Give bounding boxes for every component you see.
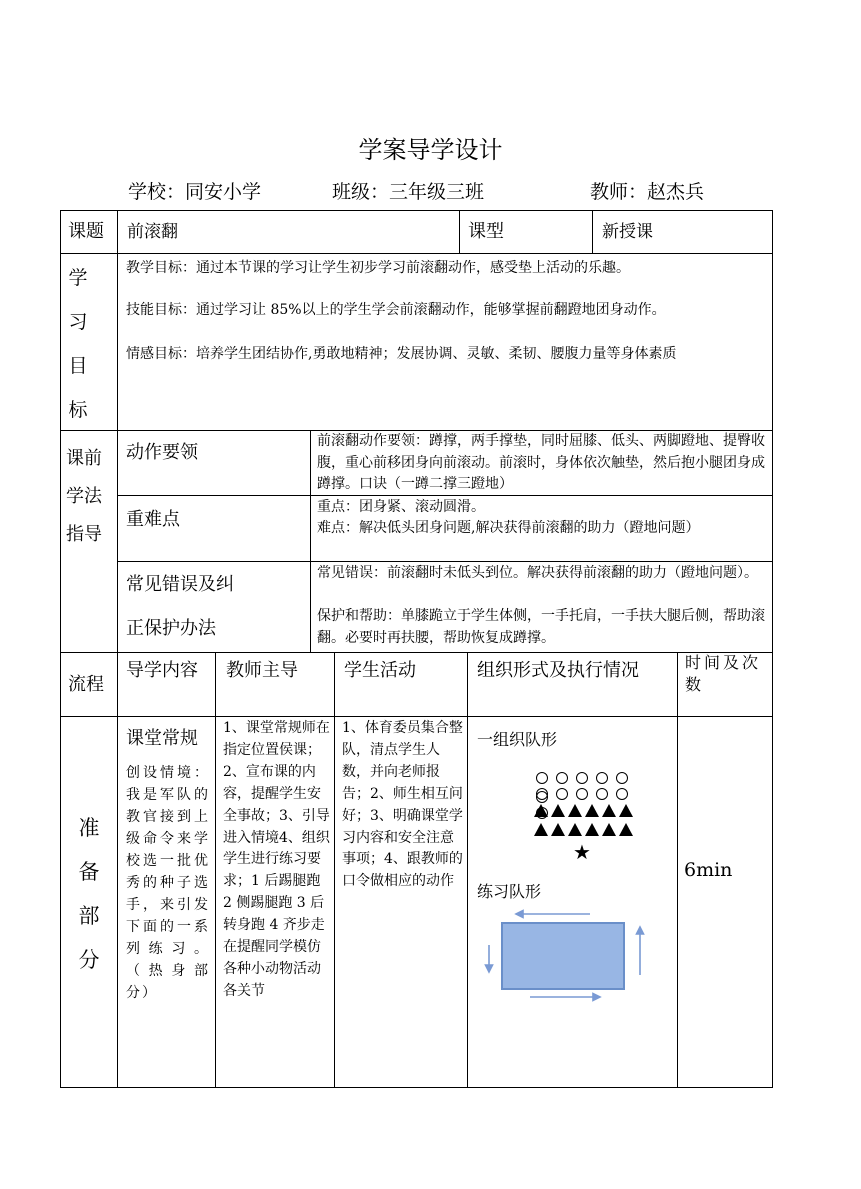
triangle-icon: [619, 804, 633, 817]
difficulty-text: 难点：解决低头团身问题,解决获得前滚翻的助力（蹬地问题）: [317, 520, 700, 536]
page-title: 学案导学设计: [358, 136, 503, 164]
circle-icon: [556, 772, 568, 784]
circle-icon: [576, 788, 588, 800]
teacher-activity: 1、课堂常规师在指定位置侯课；2、宣布课的内容，提醒学生安全事故；3、引导进入情境4、组织学生进行练习要求；1 后踢腿跑 2 侧踢腿跑 3 后转身跑 4 齐步走在提醒同学模仿各种小动物活动各关节: [223, 720, 330, 999]
student-activity: 1、体育委员集合整队，清点学生人数，并向老师报告；2、师生相互问好；3、明确课堂学习内容和安全注意事项；4、跟教师的口令做相应的动作: [342, 720, 463, 890]
protection-text: 保护和帮助：单膝跪立于学生体侧，一手托肩，一手扶大腿后侧，帮助滚翻。必要时再扶腰，帮助恢复成蹲撑。: [317, 608, 765, 646]
guidance-label: 课前 学法 指导: [66, 448, 102, 545]
focus-text: 重点：团身紧、滚动圆滑。: [317, 499, 485, 515]
key-points-label: 动作要领: [126, 442, 198, 463]
org-header: 组织形式及执行情况: [477, 660, 639, 681]
practice-formation-diagram: [478, 905, 658, 1005]
circle-icon: [616, 788, 628, 800]
prep-time: 6min: [684, 859, 733, 881]
triangle-icon: [551, 823, 565, 836]
triangle-icon: [568, 804, 582, 817]
content-header: 导学内容: [126, 660, 198, 681]
circle-icon: [596, 788, 608, 800]
topic-value: 前滚翻: [127, 222, 178, 242]
student-circles-row-1: [532, 769, 642, 785]
topic-label: 课题: [68, 221, 104, 242]
triangle-icon: [568, 823, 582, 836]
errors-label-2: 正保护办法: [126, 618, 216, 639]
practice-formation-title: 练习队形: [477, 882, 542, 901]
triangle-icon: [534, 823, 548, 836]
teaching-objective: 教学目标：通过本节课的学习让学生初步学习前滚翻动作，感受垫上活动的乐趣。: [126, 260, 630, 276]
routine-title: 课堂常规: [126, 728, 198, 749]
triangle-icon: [619, 823, 633, 836]
objectives-label: 学 习 目 标: [68, 267, 88, 421]
triangle-icon: [602, 823, 616, 836]
class-field: 班级：三年级三班: [332, 181, 485, 203]
difficulty-label: 重难点: [126, 509, 180, 530]
circle-icon: [536, 772, 548, 784]
skill-objective: 技能目标：通过学习让 85%以上的学生学会前滚翻动作，能够掌握前翻蹬地团身动作。: [126, 302, 666, 318]
type-value: 新授课: [602, 222, 653, 242]
formation-title: 一组织队形: [477, 730, 558, 749]
key-points-text: 前滚翻动作要领：蹲撑，两手撑垫，同时屈膝、低头、两脚蹬地、提臀收腹，重心前移团身向前滚动。前滚时，身体依次触垫，然后抱小腿团身成蹲撑。口诀（一蹲二撑三蹬地）: [317, 433, 765, 492]
triangle-icon: [602, 804, 616, 817]
emotion-objective: 情感目标：培养学生团结协作,勇敢地精神；发展协调、灵敏、柔韧、腰腹力量等身体素质: [126, 346, 677, 362]
student-triangles-row-1: [532, 802, 642, 818]
circle-icon: [556, 788, 568, 800]
type-label: 课型: [468, 221, 504, 242]
flow-header: 流程: [68, 674, 104, 695]
teacher-star-icon: ★: [573, 840, 591, 864]
time-header: 时间及次数: [685, 653, 762, 694]
circle-icon: [596, 772, 608, 784]
student-header: 学生活动: [344, 660, 416, 681]
circle-icon: [616, 772, 628, 784]
teacher-field: 教师：赵杰兵: [590, 181, 705, 203]
student-triangles-row-2: [532, 821, 642, 837]
student-circles-row-2: [532, 785, 642, 801]
circle-icon: [536, 788, 548, 800]
triangle-icon: [534, 804, 548, 817]
triangle-icon: [585, 823, 599, 836]
errors-text: 常见错误：前滚翻时未低头到位。解决获得前滚翻的助力（蹬地问题）。: [317, 565, 758, 581]
triangle-icon: [585, 804, 599, 817]
circle-icon: [576, 772, 588, 784]
school-field: 学校：同安小学: [128, 181, 262, 203]
prep-label: 准 备 部 分: [78, 816, 100, 972]
triangle-icon: [551, 804, 565, 817]
errors-label-1: 常见错误及纠: [126, 574, 234, 595]
teacher-header: 教师主导: [226, 660, 298, 681]
routine-text: 创设情境：我是军队的教官接到上级命令来学校选一批优秀的种子选手，来引发下面的一系列练习。（热身部分）: [126, 765, 210, 1001]
